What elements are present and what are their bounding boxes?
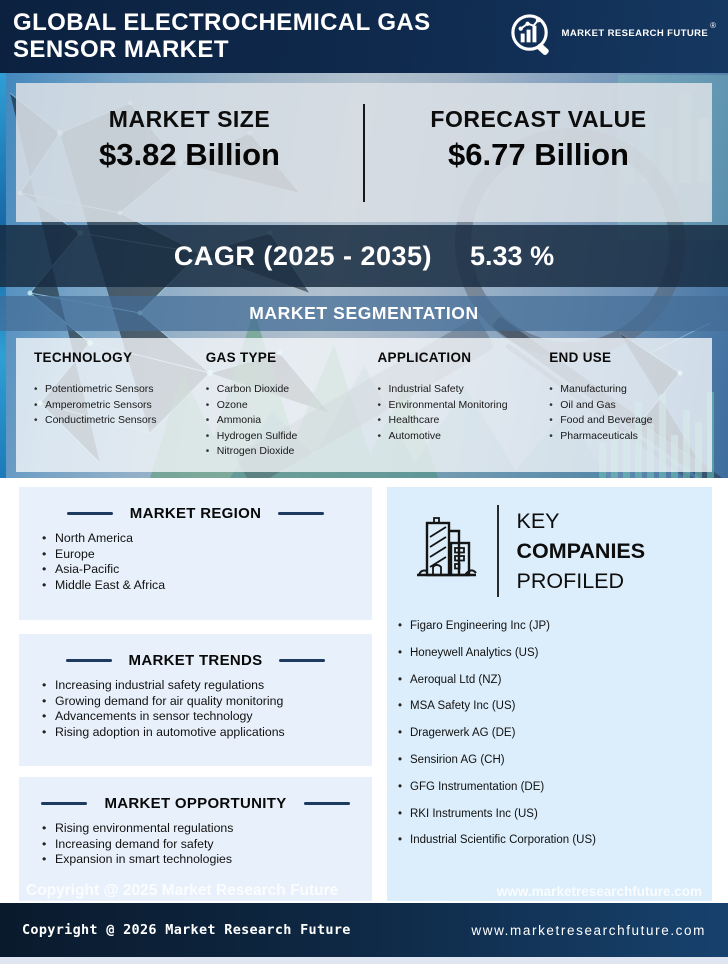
market-region-list [42,531,372,593]
list-item: • Growing demand for air quality monitoring [42,694,372,710]
market-segmentation-panel [16,338,712,472]
dash-decoration [304,802,350,806]
list-item: • Advancements in sensor technology [42,709,372,725]
list-item: • Middle East & Africa [42,578,372,594]
market-opportunity-title: MARKET OPPORTUNITY [104,795,287,812]
list-item: • Industrial Scientific Corporation (US) [398,827,712,854]
key-companies-title [517,506,646,596]
segment-item-list [34,382,197,429]
segment-column-end-use [540,350,712,472]
segment-heading: END USE [549,350,612,365]
list-item: • Increasing demand for safety [42,837,372,853]
dash-decoration [66,659,112,663]
market-region-title: MARKET REGION [129,505,262,522]
page-title-line2: SENSOR MARKET [13,36,229,63]
segment-column-gas-type [197,350,369,472]
cagr-label: CAGR (2025 - 2035) [173,240,433,271]
vertical-divider [497,505,499,597]
list-item: • Asia-Pacific [42,562,372,578]
market-opportunity-title-row [19,795,372,812]
list-item: • Hydrogen Sulfide [206,429,369,445]
forecast-value-label: FORECAST VALUE [430,106,647,132]
forecast-value-block [365,83,712,222]
list-item: • Ozone [206,398,369,414]
list-item: • Pharmaceuticals [549,429,712,445]
list-item: • Healthcare [378,413,541,429]
bottom-edge-strip [0,957,728,964]
segment-heading: GAS TYPE [205,350,277,365]
list-item: • Industrial Safety [378,382,541,398]
market-opportunity-panel [19,777,372,901]
list-item: • North America [42,531,372,547]
list-item: • Automotive [378,429,541,445]
list-item: • Aeroqual Ltd (NZ) [398,667,712,694]
list-item: • Conductimetric Sensors [34,413,197,429]
list-item: • Expansion in smart technologies [42,852,372,868]
list-item: • Europe [42,547,372,563]
market-opportunity-list [42,821,372,868]
key-companies-panel [387,487,712,901]
key-companies-title-line2: COMPANIES [516,539,646,563]
header-bar [0,0,728,73]
cagr-value: 5.33 % [470,240,555,271]
list-item: • Oil and Gas [549,398,712,414]
list-item: • Carbon Dioxide [206,382,369,398]
list-item: • RKI Instruments Inc (US) [398,801,712,828]
market-trends-title: MARKET TRENDS [128,652,263,669]
page-title [13,9,431,63]
segment-item-list [206,382,369,460]
magnifier-chart-logo-icon [508,12,555,59]
market-trends-panel [19,634,372,766]
market-trends-title-row [19,652,372,669]
dash-decoration [278,512,324,516]
footer-website: www.marketresearchfuture.com [471,922,706,938]
website-watermark: www.marketresearchfuture.com [496,884,702,899]
list-item: • Increasing industrial safety regulations [42,678,372,694]
market-segmentation-title: MARKET SEGMENTATION [249,303,479,323]
list-item: • Rising adoption in automotive applications [42,725,372,741]
page-title-line1: GLOBAL ELECTROCHEMICAL GAS [13,9,431,36]
segment-column-application [369,350,541,472]
list-item: • Environmental Monitoring [378,398,541,414]
key-companies-title-line3: PROFILED [516,569,625,593]
list-item: • Sensirion AG (CH) [398,747,712,774]
cagr-band [0,225,728,287]
segment-heading: APPLICATION [377,350,472,365]
key-companies-header [387,487,712,597]
list-item: • Dragerwerk AG (DE) [398,720,712,747]
list-item: • Honeywell Analytics (US) [398,640,712,667]
segment-item-list [378,382,541,444]
dash-decoration [41,802,87,806]
registered-trademark-icon: ® [710,21,716,30]
list-item: • GFG Instrumentation (DE) [398,774,712,801]
market-trends-list [42,678,372,740]
market-region-title-row [19,505,372,522]
market-size-block [16,83,363,222]
segment-column-technology [25,350,197,472]
dash-decoration [279,659,325,663]
footer-copyright: Copyright @ 2026 Market Research Future [22,922,351,938]
market-size-value: $3.82 Billion [99,137,280,172]
list-item: • Food and Beverage [549,413,712,429]
list-item: • Amperometric Sensors [34,398,197,414]
copyright-watermark: Copyright @ 2025 Market Research Future [26,882,339,899]
list-item: • Rising environmental regulations [42,821,372,837]
list-item: • Figaro Engineering Inc (JP) [398,613,712,640]
forecast-value-value: $6.77 Billion [448,137,629,172]
hero-section [0,73,728,478]
market-stats-panel [16,83,712,222]
list-item: • Ammonia [206,413,369,429]
market-region-panel [19,487,372,620]
list-item: • Manufacturing [549,382,712,398]
footer-bar [0,903,728,957]
brand-logo [508,12,716,59]
list-item: • MSA Safety Inc (US) [398,693,712,720]
market-size-label: MARKET SIZE [108,106,271,132]
market-segmentation-band [0,296,728,331]
list-item: • Potentiometric Sensors [34,382,197,398]
brand-logo-text: MARKET RESEARCH FUTURE [561,28,709,39]
list-item: • Nitrogen Dioxide [206,444,369,460]
segment-item-list [549,382,712,444]
dash-decoration [67,512,113,516]
segment-heading: TECHNOLOGY [34,350,133,365]
key-companies-title-line1: KEY [516,509,560,533]
key-companies-list [398,613,712,854]
buildings-icon [415,515,477,587]
